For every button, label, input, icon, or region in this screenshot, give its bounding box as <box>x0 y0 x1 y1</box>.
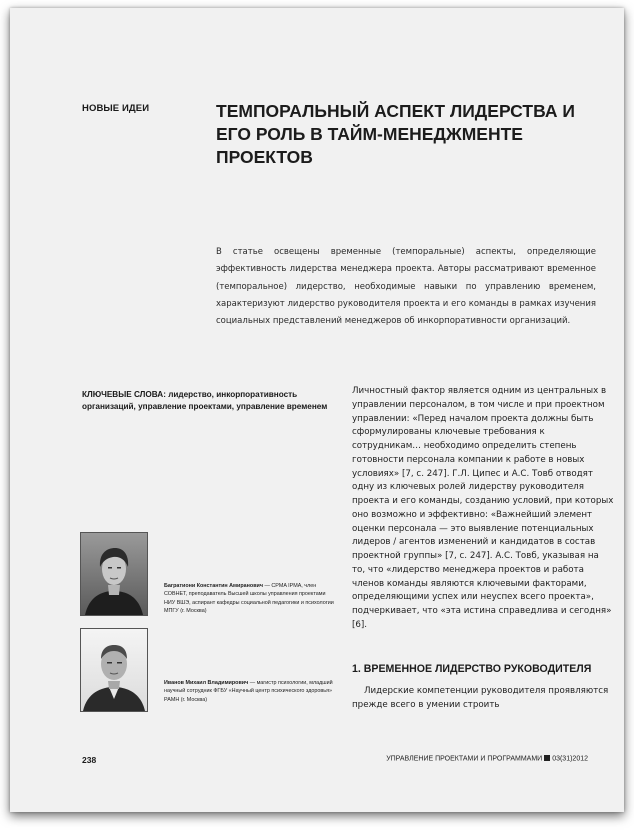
body-paragraph-1: Личностный фактор является одним из центральных в управлении персоналом, в том числе и при проектном управлении: «Перед началом проекта должны быть сформулированы ключевые требования к сотрудникам… необходимо определить степень готовности персонала компании к работе в новых условиях» [7, с. 247]. Г.Л. Ципес и А.С. Товб отводят одну из ключевых ролей лидерству руководителя проекта и его команды, созданию условий, при которых оно возможно и эффективно: «Важнейший элемент оценки персонала — это выявление потенциальных лидеров / агентов изменений и кандидатов в состав проектной группы» [7, с. 247]. А.С. Товб, указывая на то, что «лидерство менеджера проектов и работа членов команды являются ключевыми факторами, определяющими успех или неуспех всего проекта», подчеркивает, что «эта истина справедлива и сегодня» [6]. <box>352 386 614 630</box>
article-title: ТЕМПОРАЛЬНЫЙ АСПЕКТ ЛИДЕРСТВА И ЕГО РОЛЬ В ТАЙМ-МЕНЕДЖМЕНТЕ ПРОЕКТОВ <box>216 101 575 167</box>
keywords: КЛЮЧЕВЫЕ СЛОВА: лидерство, инкорпоративность организаций, управление проектами, управление временем <box>82 390 328 411</box>
abstract: В статье освещены временные (темпоральные) аспекты, определяющие эффективность лидерства менеджера проекта. Авторы рассматривают временное (темпоральное) лидерство, необходимые навыки по управлению временем, характеризуют лидерство руководителя проекта и его команды в рамках изучения социальных представлений менеджеров об инкорпоративности организаций. <box>216 247 596 327</box>
author-1-description: — CPMA IPMA, член СОВНЕТ, преподаватель Высшей школы управления проектами НИУ ВШЭ, аспирант кафедры социальной педагогики и психологии МПГУ (г. Москва) <box>164 583 334 615</box>
author-2-info <box>164 679 334 704</box>
author-2-name: Иванов Михаил Владимирович <box>164 680 249 686</box>
author-2-description: — магистр психологии, младший научный сотрудник ФГБУ «Научный центр психического здоровья» РАМН (г. Москва) <box>164 680 333 703</box>
author-photo-2 <box>80 628 148 712</box>
journal-page <box>10 8 624 812</box>
author-1-name: Багратиони Константин Амиранович <box>164 583 263 589</box>
author-photo-1 <box>80 532 148 616</box>
author-1-info <box>164 582 334 616</box>
square-separator-icon <box>544 755 550 761</box>
journal-name: УПРАВЛЕНИЕ ПРОЕКТАМИ И ПРОГРАММАМИ <box>386 755 543 763</box>
page-number: 238 <box>82 755 97 765</box>
journal-footer <box>386 755 588 763</box>
section-label: НОВЫЕ ИДЕИ <box>82 103 150 114</box>
body-paragraph-2: Лидерские компетенции руководителя проявляются прежде всего в умении строить <box>352 686 609 710</box>
journal-issue: 03(31)2012 <box>552 755 588 763</box>
section-heading-1: 1. ВРЕМЕННОЕ ЛИДЕРСТВО РУКОВОДИТЕЛЯ <box>352 663 592 675</box>
